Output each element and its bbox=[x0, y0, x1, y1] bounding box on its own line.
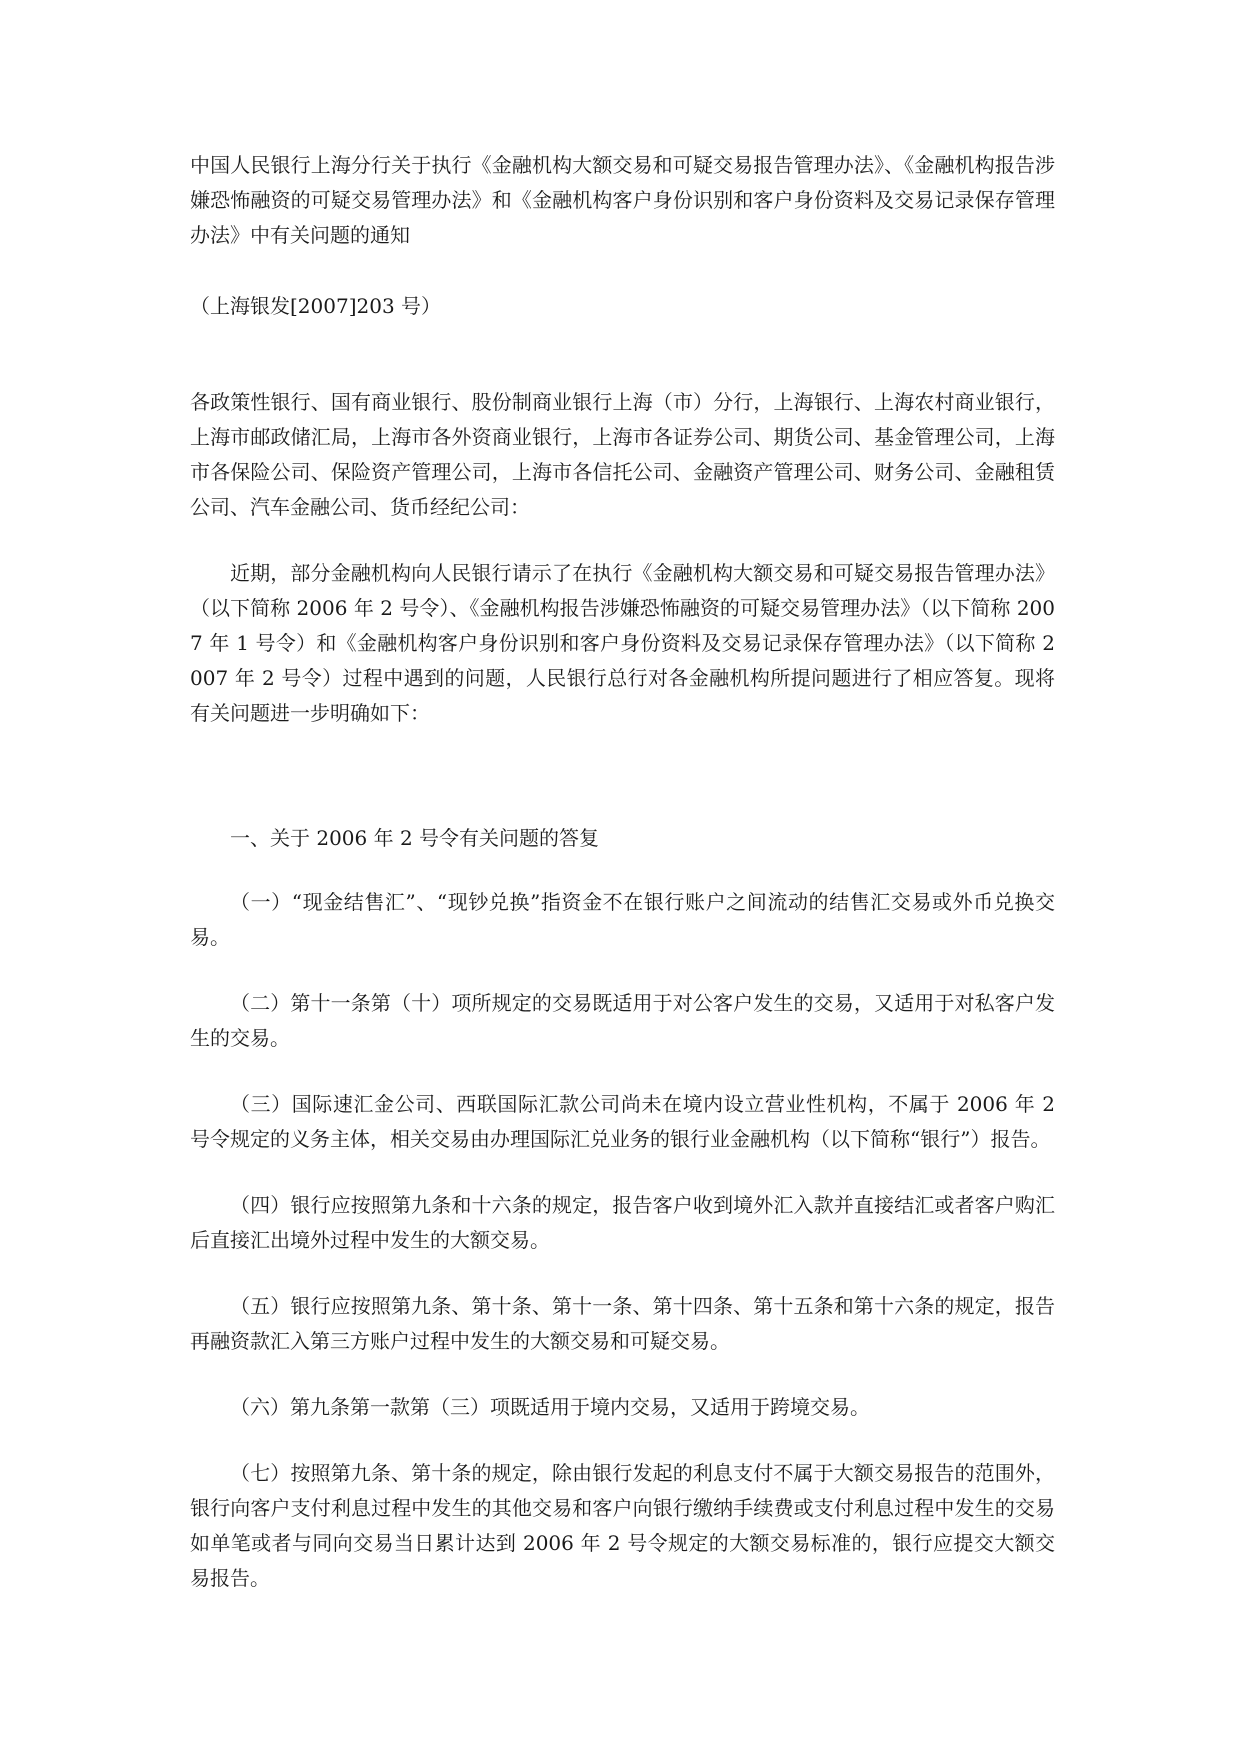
addressee-paragraph: 各政策性银行、国有商业银行、股份制商业银行上海（市）分行，上海银行、上海农村商业银行，上海市邮政储汇局，上海市各外资商业银行，上海市各证券公司、期货公司、基金管理公司，上海市各保险公司、保险资产管理公司，上海市各信托公司、金融资产管理公司、财务公司、金融租赁公司、汽车金融公司、货币经纪公司： bbox=[190, 390, 1055, 519]
intro-paragraph: 近期，部分金融机构向人民银行请示了在执行《金融机构大额交易和可疑交易报告管理办法》（以下简称 2006 年 2 号令）、《金融机构报告涉嫌恐怖融资的可疑交易管理办法》（以下简称 2007 年 1 号令）和《金融机构客户身份识别和客户身份资料及交易记录保存管理办法》（以下简称 2007 年 2 号令）过程中遇到的问题，人民银行总行对各金融机构所提问题进行了相应答复。现将有关问题进一步明确如下： bbox=[190, 561, 1055, 725]
document-title: 中国人民银行上海分行关于执行《金融机构大额交易和可疑交易报告管理办法》、《金融机构报告涉嫌恐怖融资的可疑交易管理办法》和《金融机构客户身份识别和客户身份资料及交易记录保存管理办法》中有关问题的通知 bbox=[190, 153, 1055, 247]
list-item: （四）银行应按照第九条和十六条的规定，报告客户收到境外汇入款并直接结汇或者客户购汇后直接汇出境外过程中发生的大额交易。 bbox=[190, 1193, 1055, 1252]
list-item: （一）“现金结售汇”、“现钞兑换”指资金不在银行账户之间流动的结售汇交易或外币兑换交易。 bbox=[190, 890, 1055, 949]
list-item: （六）第九条第一款第（三）项既适用于境内交易，又适用于跨境交易。 bbox=[230, 1395, 870, 1419]
list-item: （三）国际速汇金公司、西联国际汇款公司尚未在境内设立营业性机构，不属于 2006 年 2 号令规定的义务主体，相关交易由办理国际汇兑业务的银行业金融机构（以下简称“银行”）报告。 bbox=[190, 1092, 1055, 1151]
section-heading: 一、关于 2006 年 2 号令有关问题的答复 bbox=[230, 826, 600, 850]
document-page bbox=[190, 148, 1055, 1627]
list-item: （二）第十一条第（十）项所规定的交易既适用于对公客户发生的交易，又适用于对私客户发生的交易。 bbox=[190, 991, 1055, 1050]
list-item: （五）银行应按照第九条、第十条、第十一条、第十四条、第十五条和第十六条的规定，报告再融资款汇入第三方账户过程中发生的大额交易和可疑交易。 bbox=[190, 1294, 1055, 1353]
document-number: （上海银发[2007]203 号） bbox=[190, 294, 442, 318]
list-item: （七）按照第九条、第十条的规定，除由银行发起的利息支付不属于大额交易报告的范围外，银行向客户支付利息过程中发生的其他交易和客户向银行缴纳手续费或支付利息过程中发生的交易如单笔或者与同向交易当日累计达到 2006 年 2 号令规定的大额交易标准的，银行应提交大额交易报告。 bbox=[190, 1461, 1055, 1590]
